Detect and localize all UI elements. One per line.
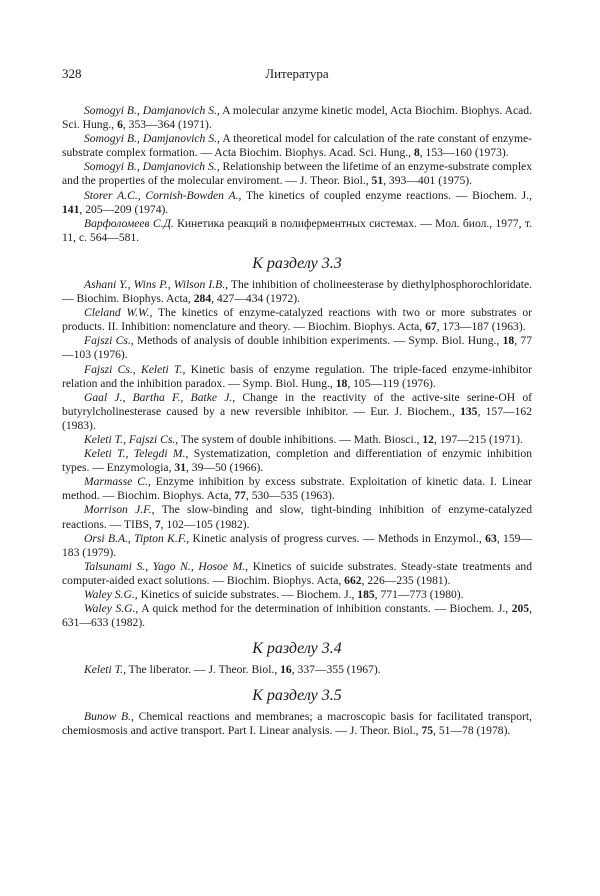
reference-entry xyxy=(62,104,532,132)
reference-pages: , 205—209 (1974). xyxy=(79,202,169,216)
section-heading: К разделу 3.3 xyxy=(252,254,342,272)
reference-volume: 18 xyxy=(502,334,515,348)
reference-authors: Keleti T., Telegdi M., xyxy=(84,447,189,461)
reference-entry xyxy=(62,503,532,531)
reference-volume: 18 xyxy=(335,376,348,390)
reference-volume: 67 xyxy=(425,320,437,334)
reference-authors: Morrison J.F., xyxy=(84,503,155,517)
reference-entry xyxy=(62,663,532,677)
page-number: 328 xyxy=(62,66,82,81)
reference-volume: 205 xyxy=(511,602,530,616)
reference-entry xyxy=(62,560,532,588)
reference-entry xyxy=(62,278,532,306)
reference-entry xyxy=(62,602,532,630)
reference-pages: , 771—773 (1980). xyxy=(374,588,464,601)
reference-authors: Orsi B.A., Tipton K.F., xyxy=(84,531,190,545)
reference-pages: , 197—215 (1971). xyxy=(433,432,523,446)
reference-authors: Storer A.C., Cornish-Bowden A., xyxy=(84,188,242,202)
reference-pages: , 77—103 (1976). xyxy=(62,334,533,362)
reference-authors: Marmasse C., xyxy=(84,475,151,489)
reference-authors: Bunow B., xyxy=(84,710,134,724)
reference-pages: , 337—355 (1967). xyxy=(291,663,381,677)
reference-entry xyxy=(62,391,532,433)
reference-authors: Ashani Y., Wins P., Wilson I.B., xyxy=(84,277,229,291)
reference-volume: 6 xyxy=(117,118,123,132)
reference-authors: Talsunami S., Yago N., Hosoe M., xyxy=(84,559,249,573)
reference-authors: Fajszi Cs., xyxy=(84,334,134,348)
reference-title: Systematization, completion and differentiation of enzymic inhibition types. — Enzymologia, xyxy=(62,447,532,475)
reference-title: A quick method for the determination of inhibition constants. — Biochem. J., xyxy=(138,602,512,616)
section-heading: К разделу 3.4 xyxy=(252,640,342,658)
reference-pages: , 39—50 (1966). xyxy=(185,461,264,475)
reference-volume: 135 xyxy=(460,404,478,418)
reference-title: Кинетика реакций в полиферментных системах. — Мол. биол., 1977, т. 11, с. 564—581. xyxy=(62,216,532,244)
reference-authors: Somogyi B., Damjanovich S., xyxy=(84,132,220,146)
reference-volume: 284 xyxy=(193,292,212,306)
reference-entry xyxy=(62,189,532,217)
reference-title: Change in the reactivity of the active-site serine-OH of butyrylcholinesterase caused by a new reversible inhibitor. — Eur. J. Biochem., xyxy=(62,390,532,418)
reference-pages: , 631—633 (1982). xyxy=(62,602,532,630)
reference-pages: , 159—183 (1979). xyxy=(62,531,533,559)
reference-title: The kinetics of enzyme-catalyzed reactions with two or more substrates or products. II. Inhibition: nomenclature and theory. — Biochim. Biophys. Acta, xyxy=(62,306,532,334)
reference-title: The liberator. — J. Theor. Biol., xyxy=(125,663,281,677)
reference-entry xyxy=(62,160,532,188)
reference-title: Enzyme inhibition by excess substrate. Exploitation of kinetic data. I. Linear method. — Biochim. Biophys. Acta, xyxy=(62,475,533,503)
reference-entry xyxy=(62,306,532,334)
reference-title: Kinetics of suicide substrates. Steady-state treatments and computer-aided exact solutions. — Biochim. Biophys. Acta, xyxy=(62,559,532,587)
reference-pages: , 51—78 (1978). xyxy=(433,724,511,738)
running-title: Литература xyxy=(265,66,329,81)
reference-title: The slow-binding and slow, tight-binding inhibition of enzyme-catalyzed reactions. — TIBS, xyxy=(62,503,532,531)
reference-title: Relationship between the lifetime of an enzyme-substrate complex and the properties of the molecular enviroment. — J. Theor. Biol., xyxy=(62,160,532,188)
reference-title: A theoretical model for calculation of the rate constant of enzyme-substrate complex formation. — Acta Biochim. Biophys. Acad. Sci. Hung., xyxy=(62,132,533,160)
reference-authors: Somogyi B., Damjanovich S., xyxy=(84,104,220,117)
reference-entry xyxy=(62,433,532,447)
reference-volume: 31 xyxy=(174,461,186,475)
reference-volume: 662 xyxy=(344,573,362,587)
reference-title: The kinetics of coupled enzyme reactions. — Biochem. J., xyxy=(241,188,532,202)
reference-pages: , 226—235 (1981). xyxy=(361,573,451,587)
reference-authors: Waley S.G., xyxy=(84,588,138,601)
reference-title: Chemical reactions and membranes; a macroscopic basis for facilitated transport, chemiosmosis and active transport. Part I. Linear analysis. — J. Theor. Biol., xyxy=(62,710,532,738)
reference-entry xyxy=(62,475,532,503)
reference-authors: Keleti T., xyxy=(84,663,126,677)
reference-pages: , 427—434 (1972). xyxy=(211,292,300,306)
reference-volume: 77 xyxy=(234,489,246,503)
reference-volume: 141 xyxy=(62,202,80,216)
reference-pages: , 173—187 (1963). xyxy=(436,320,526,334)
reference-volume: 16 xyxy=(280,663,292,677)
reference-entry xyxy=(62,132,532,160)
reference-pages: , 353—364 (1971). xyxy=(122,118,212,132)
reference-authors: Варфоломеев С.Д. xyxy=(84,216,174,230)
reference-pages: , 393—401 (1975). xyxy=(383,174,473,188)
section-heading: К разделу 3.5 xyxy=(252,687,342,705)
reference-pages: , 153—160 (1973). xyxy=(419,146,509,160)
reference-title: Kinetic basis of enzyme regulation. The triple-faced enzyme-inhibitor relation and the inhibition paradox. — Symp. Biol. Hung., xyxy=(62,362,532,390)
reference-entry xyxy=(62,588,532,602)
reference-pages: , 157—162 (1983). xyxy=(62,404,532,432)
reference-pages: , 530—535 (1963). xyxy=(245,489,335,503)
reference-volume: 185 xyxy=(357,588,375,601)
reference-volume: 51 xyxy=(371,174,384,188)
reference-authors: Keleti T., Fajszi Cs., xyxy=(84,432,179,446)
reference-entry xyxy=(62,334,532,362)
reference-volume: 12 xyxy=(422,432,434,446)
reference-authors: Gaal J., Bartha F., Batke J., xyxy=(84,390,236,404)
reference-title: The inhibition of cholineesterase by diethylphosphorochloridate. — Biochim. Biophys. Acta, xyxy=(62,277,533,306)
reference-entry xyxy=(62,710,532,738)
reference-title: Kinetics of suicide substrates. — Biochem. J., xyxy=(137,588,358,601)
reference-title: A molecular anzyme kinetic model, Acta Biochim. Biophys. Acad. Sci. Hung., xyxy=(62,104,532,132)
reference-authors: Cleland W.W., xyxy=(84,306,153,320)
reference-entry xyxy=(62,363,532,391)
reference-volume: 7 xyxy=(154,517,161,531)
reference-volume: 75 xyxy=(421,724,434,738)
reference-volume: 63 xyxy=(485,531,497,545)
reference-entry xyxy=(62,447,532,475)
page-header xyxy=(62,66,532,84)
reference-pages: , 102—105 (1982). xyxy=(160,517,250,531)
reference-title: The system of double inhibitions. — Math. Biosci., xyxy=(178,432,423,446)
reference-entry xyxy=(62,532,532,560)
reference-authors: Somogyi B., Damjanovich S., xyxy=(84,160,220,174)
bibliography xyxy=(62,104,532,739)
reference-entry xyxy=(62,217,532,245)
reference-authors: Fajszi Cs., Keleti T., xyxy=(84,362,186,376)
reference-title: Methods of analysis of double inhibition experiments. — Symp. Biol. Hung., xyxy=(133,334,503,348)
reference-pages: , 105—119 (1976). xyxy=(347,376,436,390)
reference-title: Kinetic analysis of progress curves. — Methods in Enzymol., xyxy=(189,531,486,545)
reference-volume: 8 xyxy=(413,146,420,160)
reference-authors: Waley S.G., xyxy=(84,602,139,616)
